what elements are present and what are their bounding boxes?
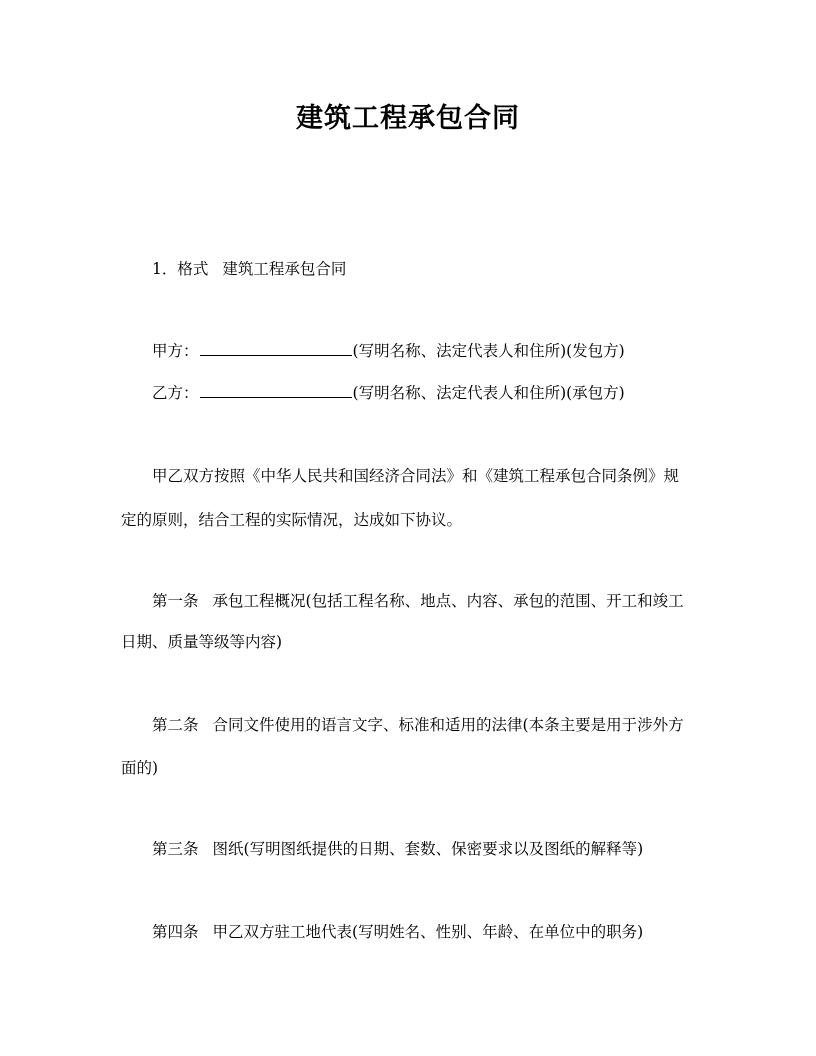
party-a-note: (写明名称、法定代表人和住所)(发包方) bbox=[352, 342, 625, 360]
article-1-line-2: 日期、质量等级等内容) bbox=[121, 633, 283, 651]
format-line bbox=[152, 257, 346, 279]
party-a-blank bbox=[200, 340, 352, 356]
article-2-line-2: 面的) bbox=[121, 759, 159, 777]
document-title: 建筑工程承包合同 bbox=[296, 103, 520, 134]
article-1-text: 承包工程概况(包括工程名称、地点、内容、承包的范围、开工和竣工 bbox=[212, 592, 684, 610]
article-4-line bbox=[152, 920, 643, 942]
article-4-text: 甲乙双方驻工地代表(写明姓名、性别、年龄、在单位中的职务) bbox=[212, 923, 644, 941]
article-1-line-1 bbox=[152, 589, 684, 611]
preamble-line-2: 定的原则，结合工程的实际情况，达成如下协议。 bbox=[121, 511, 463, 529]
article-4-heading: 第四条 bbox=[152, 923, 199, 941]
article-2-heading: 第二条 bbox=[152, 716, 199, 734]
article-1-heading: 第一条 bbox=[152, 592, 199, 610]
article-2-line-1 bbox=[152, 713, 684, 735]
party-b-note: (写明名称、法定代表人和住所)(承包方) bbox=[352, 384, 625, 402]
party-b-line bbox=[152, 381, 625, 403]
article-3-heading: 第三条 bbox=[152, 840, 199, 858]
party-a-line bbox=[152, 339, 625, 361]
article-3-line bbox=[152, 837, 643, 859]
format-number: 1．格式 bbox=[152, 260, 209, 278]
party-b-label: 乙方： bbox=[152, 384, 199, 402]
format-text: 建筑工程承包合同 bbox=[222, 260, 347, 278]
article-2-text: 合同文件使用的语言文字、标准和适用的法律(本条主要是用于涉外方 bbox=[212, 716, 684, 734]
preamble-line-1: 甲乙双方按照《中华人民共和国经济合同法》和《建筑工程承包合同条例》规 bbox=[152, 467, 680, 485]
party-a-label: 甲方： bbox=[152, 342, 199, 360]
article-3-text: 图纸(写明图纸提供的日期、套数、保密要求以及图纸的解释等) bbox=[212, 840, 644, 858]
party-b-blank bbox=[200, 382, 352, 398]
